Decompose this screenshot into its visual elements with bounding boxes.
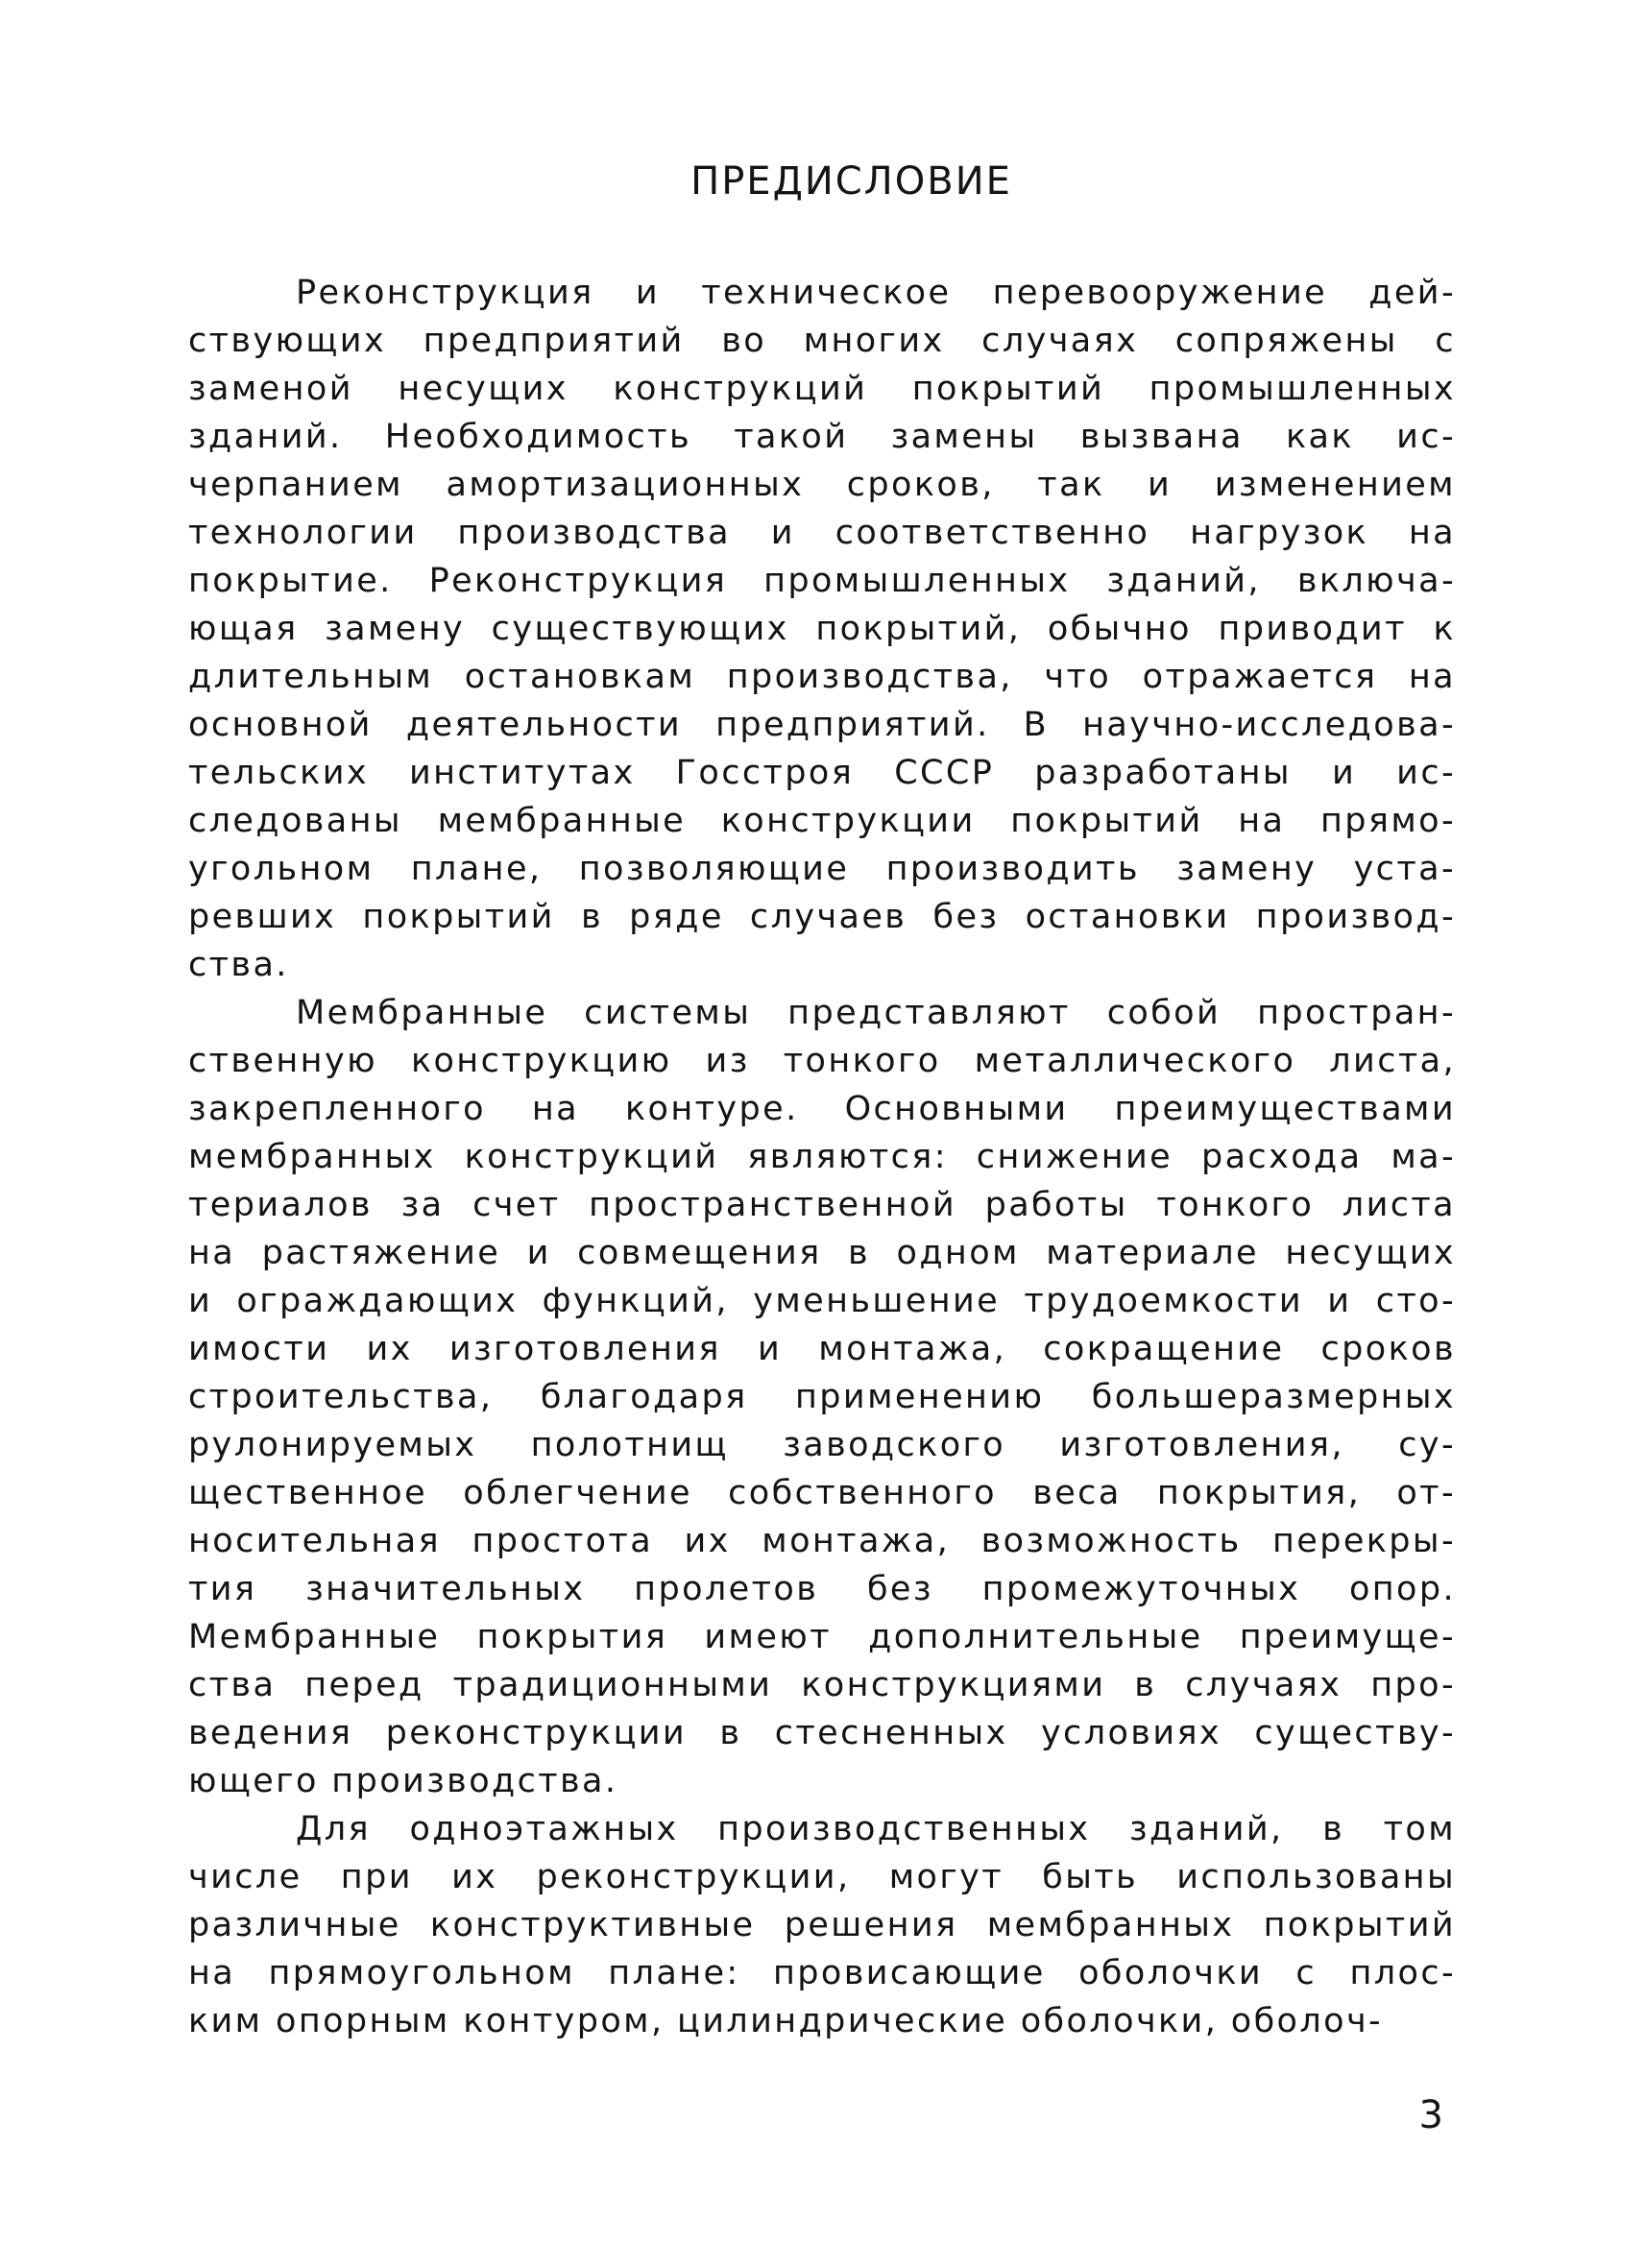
text-line: ревших покрытий в ряде случаев без остановки производ- — [188, 898, 1456, 936]
text-line: покрытие. Реконструкция промышленных зданий, включа- — [188, 562, 1456, 600]
text-line: и ограждающих функций, уменьшение трудоемкости и сто- — [188, 1282, 1456, 1320]
text-line: на прямоугольном плане: провисающие оболочки с плос- — [188, 1954, 1456, 1992]
text-line: длительным остановкам производства, что отражается на — [188, 658, 1456, 696]
text-line: Мембранные системы представляют собой простран- — [296, 994, 1456, 1032]
text-line: угольном плане, позволяющие производить замену уста- — [188, 850, 1456, 888]
text-line: строительства, благодаря применению большеразмерных — [188, 1378, 1456, 1416]
text-line: носительная простота их монтажа, возможность перекры- — [188, 1522, 1456, 1560]
body-text — [188, 269, 1456, 2045]
text-line: числе при их реконструкции, могут быть использованы — [188, 1858, 1456, 1896]
page-title: ПРЕДИСЛОВИЕ — [690, 159, 1012, 204]
text-line: Реконструкция и техническое перевооружение дей- — [296, 274, 1456, 312]
text-line: следованы мембранные конструкции покрытий на прямо- — [188, 802, 1456, 840]
text-line: ким опорным контуром, цилиндрические оболочки, оболоч- — [188, 2002, 1384, 2040]
text-line: Для одноэтажных производственных зданий, в том — [296, 1810, 1456, 1848]
text-line: различные конструктивные решения мембранных покрытий — [188, 1906, 1456, 1944]
text-line: ства перед традиционными конструкциями в случаях про- — [188, 1666, 1456, 1704]
text-line: териалов за счет пространственной работы тонкого листа — [188, 1186, 1456, 1224]
text-line: тия значительных пролетов без промежуточных опор. — [188, 1570, 1456, 1608]
text-line: ствующих предприятий во многих случаях сопряжены с — [188, 322, 1456, 360]
text-line: рулонируемых полотнищ заводского изготовления, су- — [188, 1426, 1456, 1464]
paragraph — [188, 989, 1456, 1805]
text-line: Мембранные покрытия имеют дополнительные преимуще- — [188, 1618, 1456, 1656]
text-line: заменой несущих конструкций покрытий промышленных — [188, 370, 1456, 408]
text-line: мембранных конструкций являются: снижение расхода ма- — [188, 1138, 1456, 1176]
text-line: черпанием амортизационных сроков, так и изменением — [188, 466, 1456, 504]
text-line: закрепленного на контуре. Основными преимуществами — [188, 1090, 1456, 1128]
paragraph — [188, 1805, 1456, 2045]
text-line: ственную конструкцию из тонкого металлического листа, — [188, 1042, 1456, 1080]
text-line: щественное облегчение собственного веса покрытия, от- — [188, 1474, 1456, 1512]
paragraph — [188, 269, 1456, 989]
text-line: имости их изготовления и монтажа, сокращение сроков — [188, 1330, 1456, 1368]
text-line: ведения реконструкции в стесненных условиях существу- — [188, 1714, 1456, 1752]
text-line: ющего производства. — [188, 1762, 618, 1800]
text-line: зданий. Необходимость такой замены вызвана как ис- — [188, 418, 1456, 456]
text-line: на растяжение и совмещения в одном материале несущих — [188, 1234, 1456, 1272]
text-line: основной деятельности предприятий. В научно-исследова- — [188, 706, 1456, 744]
text-line: ющая замену существующих покрытий, обычно приводит к — [188, 610, 1456, 648]
text-line: тельских институтах Госстроя СССР разработаны и ис- — [188, 754, 1456, 792]
text-line: технологии производства и соответственно нагрузок на — [188, 514, 1456, 552]
page-number: 3 — [1418, 2093, 1443, 2137]
text-line: ства. — [188, 946, 289, 984]
